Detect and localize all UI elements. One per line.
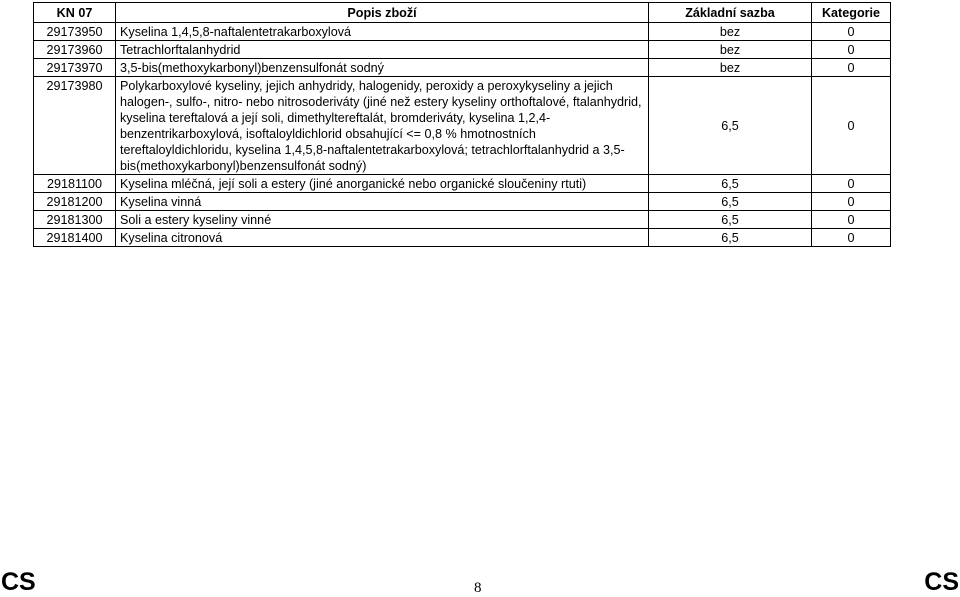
table-header-row	[34, 3, 891, 23]
row-category: 0	[812, 23, 891, 41]
tariff-table	[33, 2, 891, 247]
row-description: Kyselina citronová	[116, 229, 649, 247]
row-category: 0	[812, 59, 891, 77]
row-category: 0	[812, 175, 891, 193]
table-row	[34, 229, 891, 247]
row-code: 29173950	[34, 23, 116, 41]
row-code: 29173960	[34, 41, 116, 59]
row-code: 29181200	[34, 193, 116, 211]
page-number: 8	[474, 580, 482, 596]
row-code: 29181100	[34, 175, 116, 193]
table-row	[34, 59, 891, 77]
table-row	[34, 193, 891, 211]
table-row	[34, 41, 891, 59]
row-description: Soli a estery kyseliny vinné	[116, 211, 649, 229]
row-rate: 6,5	[649, 211, 812, 229]
footer-language-left: CS	[1, 568, 36, 596]
row-category: 0	[812, 229, 891, 247]
row-description: Kyselina 1,4,5,8-naftalentetrakarboxylová	[116, 23, 649, 41]
footer-language-right: CS	[924, 568, 959, 596]
row-code: 29181400	[34, 229, 116, 247]
header-category: Kategorie	[812, 3, 891, 23]
table-row	[34, 175, 891, 193]
row-code: 29181300	[34, 211, 116, 229]
row-rate: 6,5	[649, 175, 812, 193]
row-description: Kyselina vinná	[116, 193, 649, 211]
row-category: 0	[812, 211, 891, 229]
row-category: 0	[812, 77, 891, 175]
row-code: 29173970	[34, 59, 116, 77]
row-rate: bez	[649, 23, 812, 41]
row-description: 3,5-bis(methoxykarbonyl)benzensulfonát sodný	[116, 59, 649, 77]
table-row	[34, 23, 891, 41]
row-rate: 6,5	[649, 229, 812, 247]
table-row	[34, 77, 891, 175]
row-description: Tetrachlorftalanhydrid	[116, 41, 649, 59]
row-rate: 6,5	[649, 77, 812, 175]
table-row	[34, 211, 891, 229]
row-category: 0	[812, 193, 891, 211]
row-category: 0	[812, 41, 891, 59]
row-rate: 6,5	[649, 193, 812, 211]
row-code: 29173980	[34, 77, 116, 175]
row-rate: bez	[649, 41, 812, 59]
row-description: Polykarboxylové kyseliny, jejich anhydridy, halogenidy, peroxidy a peroxykyseliny a jejich halogen-, sulfo-, nitro- nebo nitrosoderiváty (jiné než estery kyseliny orthoftalové, ftalanhydrid, kyselina tereftalová a její soli, dimethyltereftalát, bromderiváty, kyselina 1,2,4-benzentrikarboxylová, isoftaloyldichlorid obsahující <= 0,8 % hmotnostních tereftaloyldichloridu, kyselina 1,4,5,8-naftalentetrakarboxylová; tetrachlorftalanhydrid a 3,5-bis(methoxykarbonyl)benzensulfonát sodný)	[116, 77, 649, 175]
header-code: KN 07	[34, 3, 116, 23]
header-description: Popis zboží	[116, 3, 649, 23]
row-description: Kyselina mléčná, její soli a estery (jiné anorganické nebo organické sloučeniny rtuti)	[116, 175, 649, 193]
row-rate: bez	[649, 59, 812, 77]
header-rate: Základní sazba	[649, 3, 812, 23]
